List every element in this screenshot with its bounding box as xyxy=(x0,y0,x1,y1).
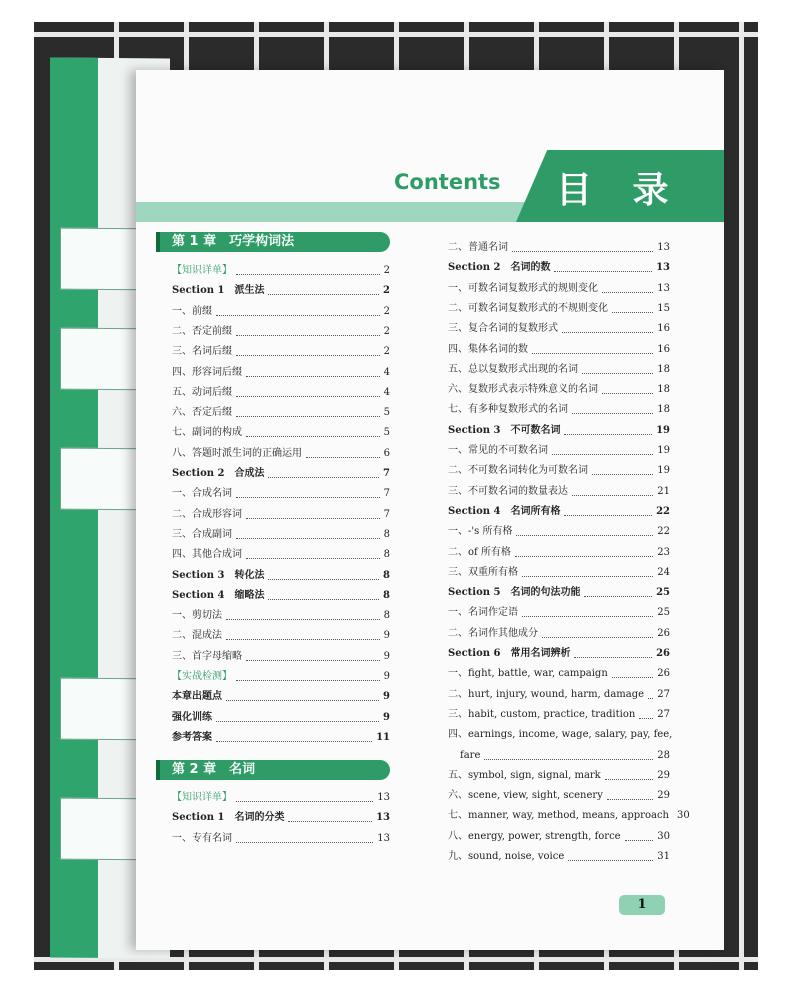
left-page-figure xyxy=(60,328,142,391)
toc-entry-label: Section 2 名词的数 xyxy=(448,262,551,274)
toc-entry-label: 二、不可数名词转化为可数名词 xyxy=(448,465,588,477)
toc-entry xyxy=(448,664,670,684)
toc-entry xyxy=(448,461,670,481)
toc-entry-label: Section 4 缩略法 xyxy=(172,589,265,601)
toc-entry-page: 19 xyxy=(657,465,670,477)
toc-leader-dots xyxy=(605,770,654,780)
toc-entry-page: 13 xyxy=(656,262,670,274)
toc-entry-page: 31 xyxy=(657,851,670,862)
toc-leader-dots xyxy=(602,384,653,394)
toc-entry-page: 5 xyxy=(383,407,390,419)
toc-entry-label: 本章出题点 xyxy=(172,691,222,703)
toc-leader-dots xyxy=(564,425,652,435)
toc-entry-label: Section 1 名词的分类 xyxy=(172,812,285,824)
toc-leader-dots xyxy=(554,262,652,272)
toc-entry-page: 26 xyxy=(657,668,670,680)
toc-leader-dots xyxy=(572,486,653,496)
toc-entry-page: 25 xyxy=(656,587,670,599)
toc-entry-label: 参考答案 xyxy=(172,731,212,743)
toc-entry-page: 21 xyxy=(657,485,670,497)
toc-leader-dots xyxy=(226,610,380,620)
toc-leader-dots xyxy=(522,607,653,617)
toc-entry xyxy=(172,829,390,849)
left-page-figure xyxy=(60,678,142,741)
toc-entry-page: 5 xyxy=(383,427,390,439)
toc-entry-label: 二、混成法 xyxy=(172,630,222,642)
toc-leader-dots xyxy=(552,445,653,455)
toc-entry-page: 15 xyxy=(657,302,670,314)
toc-leader-dots xyxy=(625,831,654,841)
toc-leader-dots xyxy=(246,651,380,661)
toc-entry-label: Section 6 常用名词辨析 xyxy=(448,648,571,659)
toc-entry xyxy=(172,606,390,626)
toc-entry-page: 22 xyxy=(656,505,670,517)
toc-entry xyxy=(448,685,670,705)
toc-entry-label: 六、scene, view, sight, scenery xyxy=(448,790,603,802)
toc-entry-label: 一、-'s 所有格 xyxy=(448,526,513,538)
toc-entry xyxy=(172,464,390,484)
toc-leader-dots xyxy=(484,750,653,760)
chapter-1-title: 第 1 章 巧学构词法 xyxy=(172,234,295,249)
toc-entry-page: 9 xyxy=(383,650,390,662)
toc-entry-page: 26 xyxy=(656,648,670,659)
toc-leader-dots xyxy=(226,691,379,701)
page-number: 1 xyxy=(619,895,665,915)
toc-entry xyxy=(172,505,390,525)
toc-entry-label: Section 5 名词的句法功能 xyxy=(448,587,581,599)
toc-leader-dots xyxy=(648,689,653,699)
toc-leader-dots xyxy=(562,323,653,333)
toc-entry-label: 三、首字母缩略 xyxy=(172,650,242,662)
toc-leader-dots xyxy=(236,407,380,417)
toc-entry-page: 2 xyxy=(383,325,390,337)
toc-entry xyxy=(460,746,670,766)
toc-entry xyxy=(172,423,390,443)
toc-leader-dots xyxy=(246,367,380,377)
toc-entry-page: 22 xyxy=(657,526,670,538)
toc-entry-label: 六、否定后缀 xyxy=(172,407,232,419)
toc-entry xyxy=(172,363,390,383)
toc-leader-dots xyxy=(236,387,380,397)
toc-entry xyxy=(448,279,670,299)
toc-leader-dots xyxy=(236,488,380,498)
toc-entry-page: 7 xyxy=(383,488,390,500)
toc-entry-page: 13 xyxy=(657,282,670,294)
toc-entry xyxy=(172,647,390,667)
toc-leader-dots xyxy=(288,812,372,822)
toc-entry-label: 三、名词后缀 xyxy=(172,346,232,358)
toc-entry-label: 一、前缀 xyxy=(172,305,212,317)
toc-entry xyxy=(172,444,390,464)
toc-leader-dots xyxy=(236,346,380,356)
toc-leader-dots xyxy=(522,567,653,577)
toc-entry-page: 4 xyxy=(383,386,390,398)
toc-entry-label: 二、普通名词 xyxy=(448,242,508,253)
toc-entry-label: 五、symbol, sign, signal, mark xyxy=(448,769,601,781)
toc-entry-label: 二、合成形容词 xyxy=(172,508,242,520)
page-title: 目 录 xyxy=(556,170,683,211)
toc-entry-page: 7 xyxy=(383,508,390,520)
toc-entry-label: 四、集体名词的数 xyxy=(448,343,528,355)
toc-entry-label: 二、of 所有格 xyxy=(448,546,511,558)
toc-entry-label: 四、其他合成词 xyxy=(172,549,242,561)
toc-entry-page: 30 xyxy=(657,830,670,842)
toc-entry-label: 强化训练 xyxy=(172,711,212,723)
toc-leader-dots xyxy=(216,712,379,722)
toc-entry xyxy=(172,403,390,423)
toc-entry xyxy=(448,522,670,542)
toc-entry xyxy=(448,441,670,461)
toc-entry-page: 30 xyxy=(676,810,690,822)
photo-background xyxy=(34,22,758,970)
left-page-figure xyxy=(60,228,142,291)
toc-entry-page: 8 xyxy=(383,589,390,601)
toc-entry-label: Section 3 不可数名词 xyxy=(448,424,561,436)
toc-entry-page: 29 xyxy=(657,769,670,781)
toc-entry-label: 七、副词的构成 xyxy=(172,427,242,439)
chapter-1-heading xyxy=(156,232,390,252)
toc-entry xyxy=(448,624,670,644)
toc-entry-label: 三、复合名词的复数形式 xyxy=(448,323,558,335)
toc-entry-page: 9 xyxy=(383,691,390,703)
toc-entry-page: 13 xyxy=(377,832,390,844)
toc-entry xyxy=(448,299,670,319)
toc-leader-dots xyxy=(226,630,380,640)
toc-entry-page: 13 xyxy=(657,242,670,253)
toc-entry-page: 26 xyxy=(657,627,670,639)
toc-leader-dots xyxy=(512,242,653,252)
toc-entry-label: 二、名词作其他成分 xyxy=(448,627,538,639)
toc-entry xyxy=(448,847,670,867)
toc-entry-label: 七、有多种复数形式的名词 xyxy=(448,404,568,416)
toc-entry-label: Section 2 合成法 xyxy=(172,468,265,479)
toc-entry-label: 六、复数形式表示特殊意义的名词 xyxy=(448,384,598,396)
toc-entry-label: 九、sound, noise, voice xyxy=(448,851,565,862)
toc-entry xyxy=(448,502,670,522)
toc-entry-label: 四、earnings, income, wage, salary, pay, fee, xyxy=(448,729,673,741)
toc-entry-label: 一、fight, battle, war, campaign xyxy=(448,668,608,680)
toc-entry-page: 18 xyxy=(657,384,670,396)
toc-entry-page: 6 xyxy=(383,447,390,459)
toc-leader-dots xyxy=(236,792,373,802)
toc-entry xyxy=(448,380,670,400)
toc-entry-label: 一、剪切法 xyxy=(172,610,222,622)
toc-entry xyxy=(448,238,670,258)
toc-entry-label: 五、总以复数形式出现的名词 xyxy=(448,363,578,375)
toc-entry-label: 七、manner, way, method, means, approach xyxy=(448,810,669,822)
toc-entry-page: 11 xyxy=(376,731,390,743)
toc-entry xyxy=(448,725,673,745)
toc-entry-label: Section 3 转化法 xyxy=(172,569,265,581)
toc-leader-dots xyxy=(602,283,653,293)
toc-entry-page: 18 xyxy=(657,404,670,416)
toc-entry xyxy=(172,322,390,342)
toc-entry-page: 13 xyxy=(376,812,390,824)
toc-entry-label: 三、不可数名词的数量表达 xyxy=(448,485,568,497)
toc-entry-page: 23 xyxy=(657,546,670,558)
toc-entry-label: 【实战检测】 xyxy=(172,671,232,682)
toc-entry xyxy=(448,806,690,826)
toc-leader-dots xyxy=(216,732,372,742)
toc-entry-page: 8 xyxy=(383,569,390,581)
toc-entry xyxy=(448,766,670,786)
toc-leader-dots xyxy=(568,851,653,861)
toc-entry-page: 27 xyxy=(657,708,670,720)
toc-entry xyxy=(172,261,390,281)
toc-leader-dots xyxy=(216,306,380,316)
toc-entry-label: 一、可数名词复数形式的规则变化 xyxy=(448,282,598,294)
toc-leader-dots xyxy=(246,427,380,437)
toc-entry-label: 八、答题时派生词的正确运用 xyxy=(172,447,302,459)
toc-page xyxy=(136,70,724,950)
toc-entry-label: 【知识详单】 xyxy=(172,265,232,276)
chapter-tab-marker xyxy=(156,232,160,252)
toc-entry-page: 7 xyxy=(383,468,390,479)
toc-entry-label: 二、否定前缀 xyxy=(172,325,232,337)
toc-entry xyxy=(172,484,390,504)
toc-entry xyxy=(172,586,390,606)
toc-entry-page: 19 xyxy=(656,424,670,436)
toc-entry-label: 八、energy, power, strength, force xyxy=(448,830,621,842)
toc-entry-label: Section 1 派生法 xyxy=(172,285,265,297)
toc-leader-dots xyxy=(607,790,653,800)
toc-leader-dots xyxy=(564,506,652,516)
toc-leader-dots xyxy=(268,468,379,478)
toc-entry-label: 三、合成副词 xyxy=(172,528,232,540)
chapter-tab-marker xyxy=(156,760,160,780)
toc-leader-dots xyxy=(246,549,380,559)
toc-leader-dots xyxy=(268,590,379,600)
toc-entry xyxy=(448,421,670,441)
toc-entry-label: 三、habit, custom, practice, tradition xyxy=(448,708,636,720)
toc-entry-page: 9 xyxy=(383,711,390,723)
toc-entry-page: 18 xyxy=(657,363,670,375)
toc-entry xyxy=(448,360,670,380)
toc-entry xyxy=(448,827,670,847)
toc-leader-dots xyxy=(532,344,653,354)
toc-entry-page: 2 xyxy=(383,346,390,358)
toc-entry-page: 29 xyxy=(657,790,670,802)
toc-entry-page: 8 xyxy=(383,610,390,622)
toc-leader-dots xyxy=(236,671,380,681)
toc-leader-dots xyxy=(574,648,652,658)
toc-leader-dots xyxy=(612,668,653,678)
toc-entry xyxy=(448,543,670,563)
toc-entry xyxy=(172,808,390,828)
left-page-figure xyxy=(60,448,142,511)
toc-entry-label: 一、名词作定语 xyxy=(448,607,518,619)
toc-entry-page: 2 xyxy=(383,305,390,317)
toc-entry-page: 8 xyxy=(383,528,390,540)
toc-entry xyxy=(172,788,390,808)
toc-entry xyxy=(448,583,670,603)
toc-entry-page: 25 xyxy=(657,607,670,619)
toc-entry xyxy=(172,566,390,586)
toc-entry xyxy=(172,667,390,687)
toc-entry xyxy=(172,687,390,707)
toc-entry xyxy=(172,383,390,403)
toc-leader-dots xyxy=(592,465,653,475)
toc-entry-page: 16 xyxy=(657,343,670,355)
toc-entry xyxy=(172,525,390,545)
toc-entry-page: 8 xyxy=(383,549,390,561)
toc-entry xyxy=(448,705,670,725)
toc-entry xyxy=(448,644,670,664)
toc-entry-page: 2 xyxy=(383,265,390,276)
toc-leader-dots xyxy=(612,303,653,313)
toc-entry xyxy=(448,563,670,583)
toc-entry xyxy=(448,786,670,806)
toc-entry xyxy=(448,319,670,339)
toc-entry-page: 9 xyxy=(383,630,390,642)
toc-entry-page: 24 xyxy=(657,566,670,578)
toc-entry-label: Section 4 名词所有格 xyxy=(448,505,561,517)
toc-entry xyxy=(448,340,670,360)
toc-leader-dots xyxy=(268,570,379,580)
toc-leader-dots xyxy=(515,547,653,557)
toc-leader-dots xyxy=(516,526,653,536)
left-page-figure xyxy=(60,798,142,861)
toc-entry-label: 二、可数名词复数形式的不规则变化 xyxy=(448,302,608,314)
toc-entry-page: 9 xyxy=(383,671,390,682)
chapter-2-heading xyxy=(156,760,390,780)
toc-entry-label: 三、双重所有格 xyxy=(448,566,518,578)
toc-entry-label: 二、hurt, injury, wound, harm, damage xyxy=(448,688,645,700)
toc-leader-dots xyxy=(582,364,653,374)
toc-leader-dots xyxy=(639,709,653,719)
toc-entry-page: 13 xyxy=(377,792,390,803)
toc-leader-dots xyxy=(236,326,380,336)
toc-entry-label: 四、形容词后缀 xyxy=(172,366,242,378)
toc-leader-dots xyxy=(268,285,379,295)
toc-entry-label: fare xyxy=(460,749,481,761)
toc-entry xyxy=(172,281,390,301)
toc-entry-page: 28 xyxy=(657,749,670,761)
toc-entry-label: 五、动词后缀 xyxy=(172,386,232,398)
toc-entry xyxy=(448,400,670,420)
toc-entry xyxy=(172,626,390,646)
toc-entry-page: 4 xyxy=(383,366,390,378)
toc-entry-page: 19 xyxy=(657,445,670,456)
toc-entry-page: 16 xyxy=(657,323,670,335)
toc-leader-dots xyxy=(246,509,380,519)
toc-leader-dots xyxy=(542,628,653,638)
toc-entry-label: 一、专有名词 xyxy=(172,832,232,844)
toc-leader-dots xyxy=(236,833,373,843)
toc-entry xyxy=(172,302,390,322)
toc-entry-page: 2 xyxy=(383,285,390,297)
toc-entry xyxy=(448,603,670,623)
tablecloth-line xyxy=(739,22,744,970)
toc-leader-dots xyxy=(306,448,380,458)
toc-entry xyxy=(172,342,390,362)
toc-entry-label: 一、常见的不可数名词 xyxy=(448,445,548,456)
toc-entry xyxy=(172,728,390,748)
contents-heading: Contents xyxy=(394,170,501,194)
toc-entry-label: 【知识详单】 xyxy=(172,792,232,803)
toc-leader-dots xyxy=(584,587,652,597)
toc-leader-dots xyxy=(572,404,653,414)
toc-entry-page: 27 xyxy=(657,688,670,700)
toc-entry xyxy=(172,708,390,728)
toc-entry xyxy=(448,482,670,502)
chapter-2-title: 第 2 章 名词 xyxy=(172,762,256,777)
toc-entry xyxy=(448,258,670,278)
toc-leader-dots xyxy=(236,529,380,539)
toc-entry xyxy=(172,545,390,565)
toc-leader-dots xyxy=(236,265,380,275)
toc-entry-label: 一、合成名词 xyxy=(172,488,232,500)
